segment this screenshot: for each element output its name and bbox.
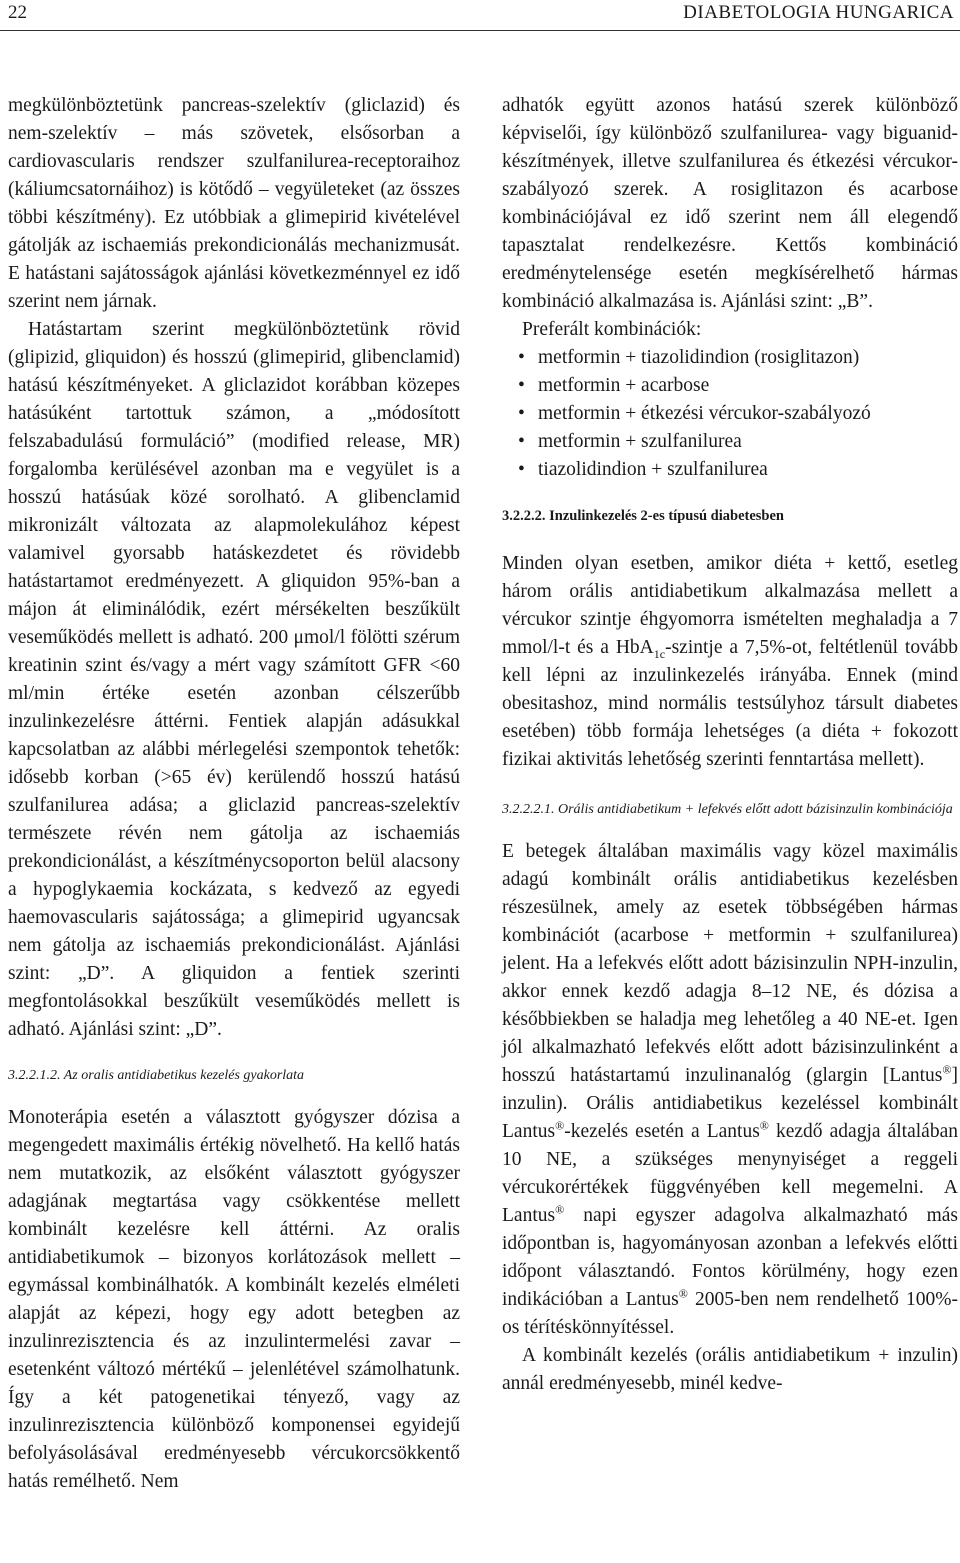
list-item: • metformin + tiazolidindion (rosiglitazon) (518, 344, 958, 372)
registered-mark: ® (942, 1062, 952, 1077)
text-run: E betegek általában maximális vagy közel maximális adagú kombinált orális antidiabetikus kezelésben részesülnek, amely az esetek többségében hármas kombinációt (acarbose + metformin + szulfanilurea) jelent. Ha a lefekvés előtt adott bázisinzulin NPH-inzulin, akkor ennek kezdő adagja 8–12 NE, és dózisa a későbbiekben se haladja meg lehetőleg a 40 NE-et. Igen jól alkalmazható lefekvés előtt adott bázisinzulinként a hosszú hatástartamú inzulinanalóg (glargin [Lantus (502, 841, 958, 1086)
paragraph: adhatók együtt azonos hatású szerek különböző képviselői, így különböző szulfanilurea- vagy biguanid-készítmények, illetve szulfanilurea és étkezési vércukor-szabályozó szerek. A rosiglitazon és acarbose kombinációjával ez idő szerint nem áll elegendő tapasztalat rendelkezésre. Kettős kombináció eredménytelensége esetén megkísérelhető hármas kombináció alkalmazása is. Ajánlási szint: „B”. (502, 95, 958, 312)
paragraph (502, 838, 958, 1342)
registered-mark: ® (555, 1118, 565, 1133)
list-item: • metformin + étkezési vércukor-szabályozó (518, 400, 958, 428)
section-heading: 3.2.2.2. Inzulinkezelés 2-es típusú diabetesben (502, 508, 784, 524)
preferred-label: Preferált kombinációk: (522, 319, 702, 340)
text-run: 2005-ben nem rendelhető 100%-os térítéskönnyítéssel. (502, 1289, 958, 1338)
registered-mark: ® (678, 1286, 688, 1301)
paragraph: megkülönböztetünk pancreas-szelektív (gliclazid) és nem-szelektív – más szövetek, elsősorban a cardiovascularis rendszer szulfanilurea-receptoraihoz (káliumcsatornáihoz) is kötődő – vegyületeket (az összes többi készítmény). Ez utóbbiak a glimepirid kivételével gátolják az ischaemiás prekondicionálás mechanizmusát. E hatástani sajátosságok ajánlási következménnyel ez idő szerint nem járnak. (8, 95, 460, 312)
right-column (502, 92, 958, 1398)
text-run: napi egyszer adagolva alkalmazható más időpontban is, hagyományosan azonban a lefekvés előtti időpont választandó. Fontos körülmény, hogy ezen indikációban a Lantus (502, 1205, 958, 1310)
subscript: 1c (653, 646, 666, 661)
paragraph (502, 550, 958, 774)
left-column (8, 92, 460, 1496)
text-run: Minden olyan esetben, amikor diéta + kettő, esetleg három orális antidiabetikum alkalmazása mellett a vércukor szintje éhgyomorra ismételten meghaladja a 7 mmol/l-t és a HbA (502, 553, 958, 658)
text-run: kezdő adagja általában 10 NE, a szükséges menynyiséget a reggeli vércukorértékek függvényében kell megemelni. A Lantus (502, 1121, 958, 1226)
bullet-list (502, 344, 958, 484)
text-run: -szintje a 7,5%-ot, feltétlenül tovább kell lépni az inzulinkezelés irányába. Ennek (mind obesitashoz, mind normális testsúlyhoz társult diabetes esetében) több formája lehetséges (a diéta + fokozott fizikai aktivitás lehetőség szerinti fenntartása mellett). (502, 637, 958, 770)
list-item: • tiazolidindion + szulfanilurea (518, 456, 958, 484)
journal-title: DIABETOLOGIA HUNGARICA (683, 2, 954, 23)
paragraph: Hatástartam szerint megkülönböztetünk rövid (glipizid, gliquidon) és hosszú (glimepirid, glibenclamid) hatású készítményeket. A gliclazidot korábban közepes hatásúként tartottuk számon, a „módosított felszabadulású formuláció” (modified release, MR) forgalomba kerülésével azonban ma e vegyület is a hosszú hatásúak közé sorolható. A glibenclamid mikronizált változata az alapmolekulához képest valamivel gyorsabb hatáskezdetet és rövidebb hatástartamot eredményezett. A gliquidon 95%-ban a májon át eliminálódik, ezért mérsékelten beszűkült veseműködés mellett is adható. 200 μmol/l fölötti szérum kreatinin szint és/vagy a mért vagy számított GFR <60 ml/min értéke esetén azonban célszerűbb inzulinkezelésre áttérni. Fentiek alapján adásukkal kapcsolatban az alábbi mérlegelési szempontok tehetők: idősebb korban (>65 év) kerülendő hosszú hatású szulfanilurea adása; a gliclazid pancreas-szelektív természete révén nem gátolja az ischaemiás prekondicionálást, a készítménycsoporton belül alacsony a hypoglykaemia kockázata, s kedvező az egyedi haemovascularis sajátossága; a glimepirid ugyancsak nem gátolja az ischaemiás prekondicionálást. Ajánlási szint: „D”. A gliquidon a fentiek szerinti megfontolásokkal beszűkült veseműködés mellett is adható. Ajánlási szint: „D”. (8, 319, 460, 1040)
registered-mark: ® (555, 1202, 565, 1217)
paragraph: A kombinált kezelés (orális antidiabetikum + inzulin) annál eredményesebb, minél kedve- (502, 1345, 958, 1394)
section-heading: 3.2.2.2.1. Orális antidiabetikum + lefekvés előtt adott bázisinzulin kombinációja (502, 802, 953, 817)
list-item: • metformin + acarbose (518, 372, 958, 400)
text-run: ] inzulin). Orális antidiabetikus kezeléssel kombinált Lantus (502, 1065, 958, 1142)
page-header (0, 0, 960, 31)
list-item: • metformin + szulfanilurea (518, 428, 958, 456)
text-run: -kezelés esetén a Lantus (564, 1121, 760, 1142)
paragraph: Monoterápia esetén a választott gyógyszer dózisa a megengedett maximális értékig növelhető. Ha kellő hatás nem mutatkozik, az elsőként választott gyógyszer adagjának megtartása vagy csökkentése mellett kombinált kezelésre kell áttérni. Az oralis antidiabetikumok – bizonyos korlátozások mellett – egymással kombinálhatók. A kombinált kezelés elméleti alapját az képezi, hogy egy adott betegben az inzulinrezisztencia és az inzulintermelési zavar – esetenként változó mértékű – jelenlétével számolhatunk. Így a két patogenetikai tényező, vagy az inzulinrezisztencia különböző komponensei egyidejű befolyásolásával eredményesebb vércukorcsökkentő hatás remélhető. Nem (8, 1107, 460, 1492)
section-heading: 3.2.2.1.2. Az oralis antidiabetikus kezelés gyakorlata (8, 1068, 305, 1083)
page-number: 22 (8, 2, 27, 23)
registered-mark: ® (759, 1118, 769, 1133)
